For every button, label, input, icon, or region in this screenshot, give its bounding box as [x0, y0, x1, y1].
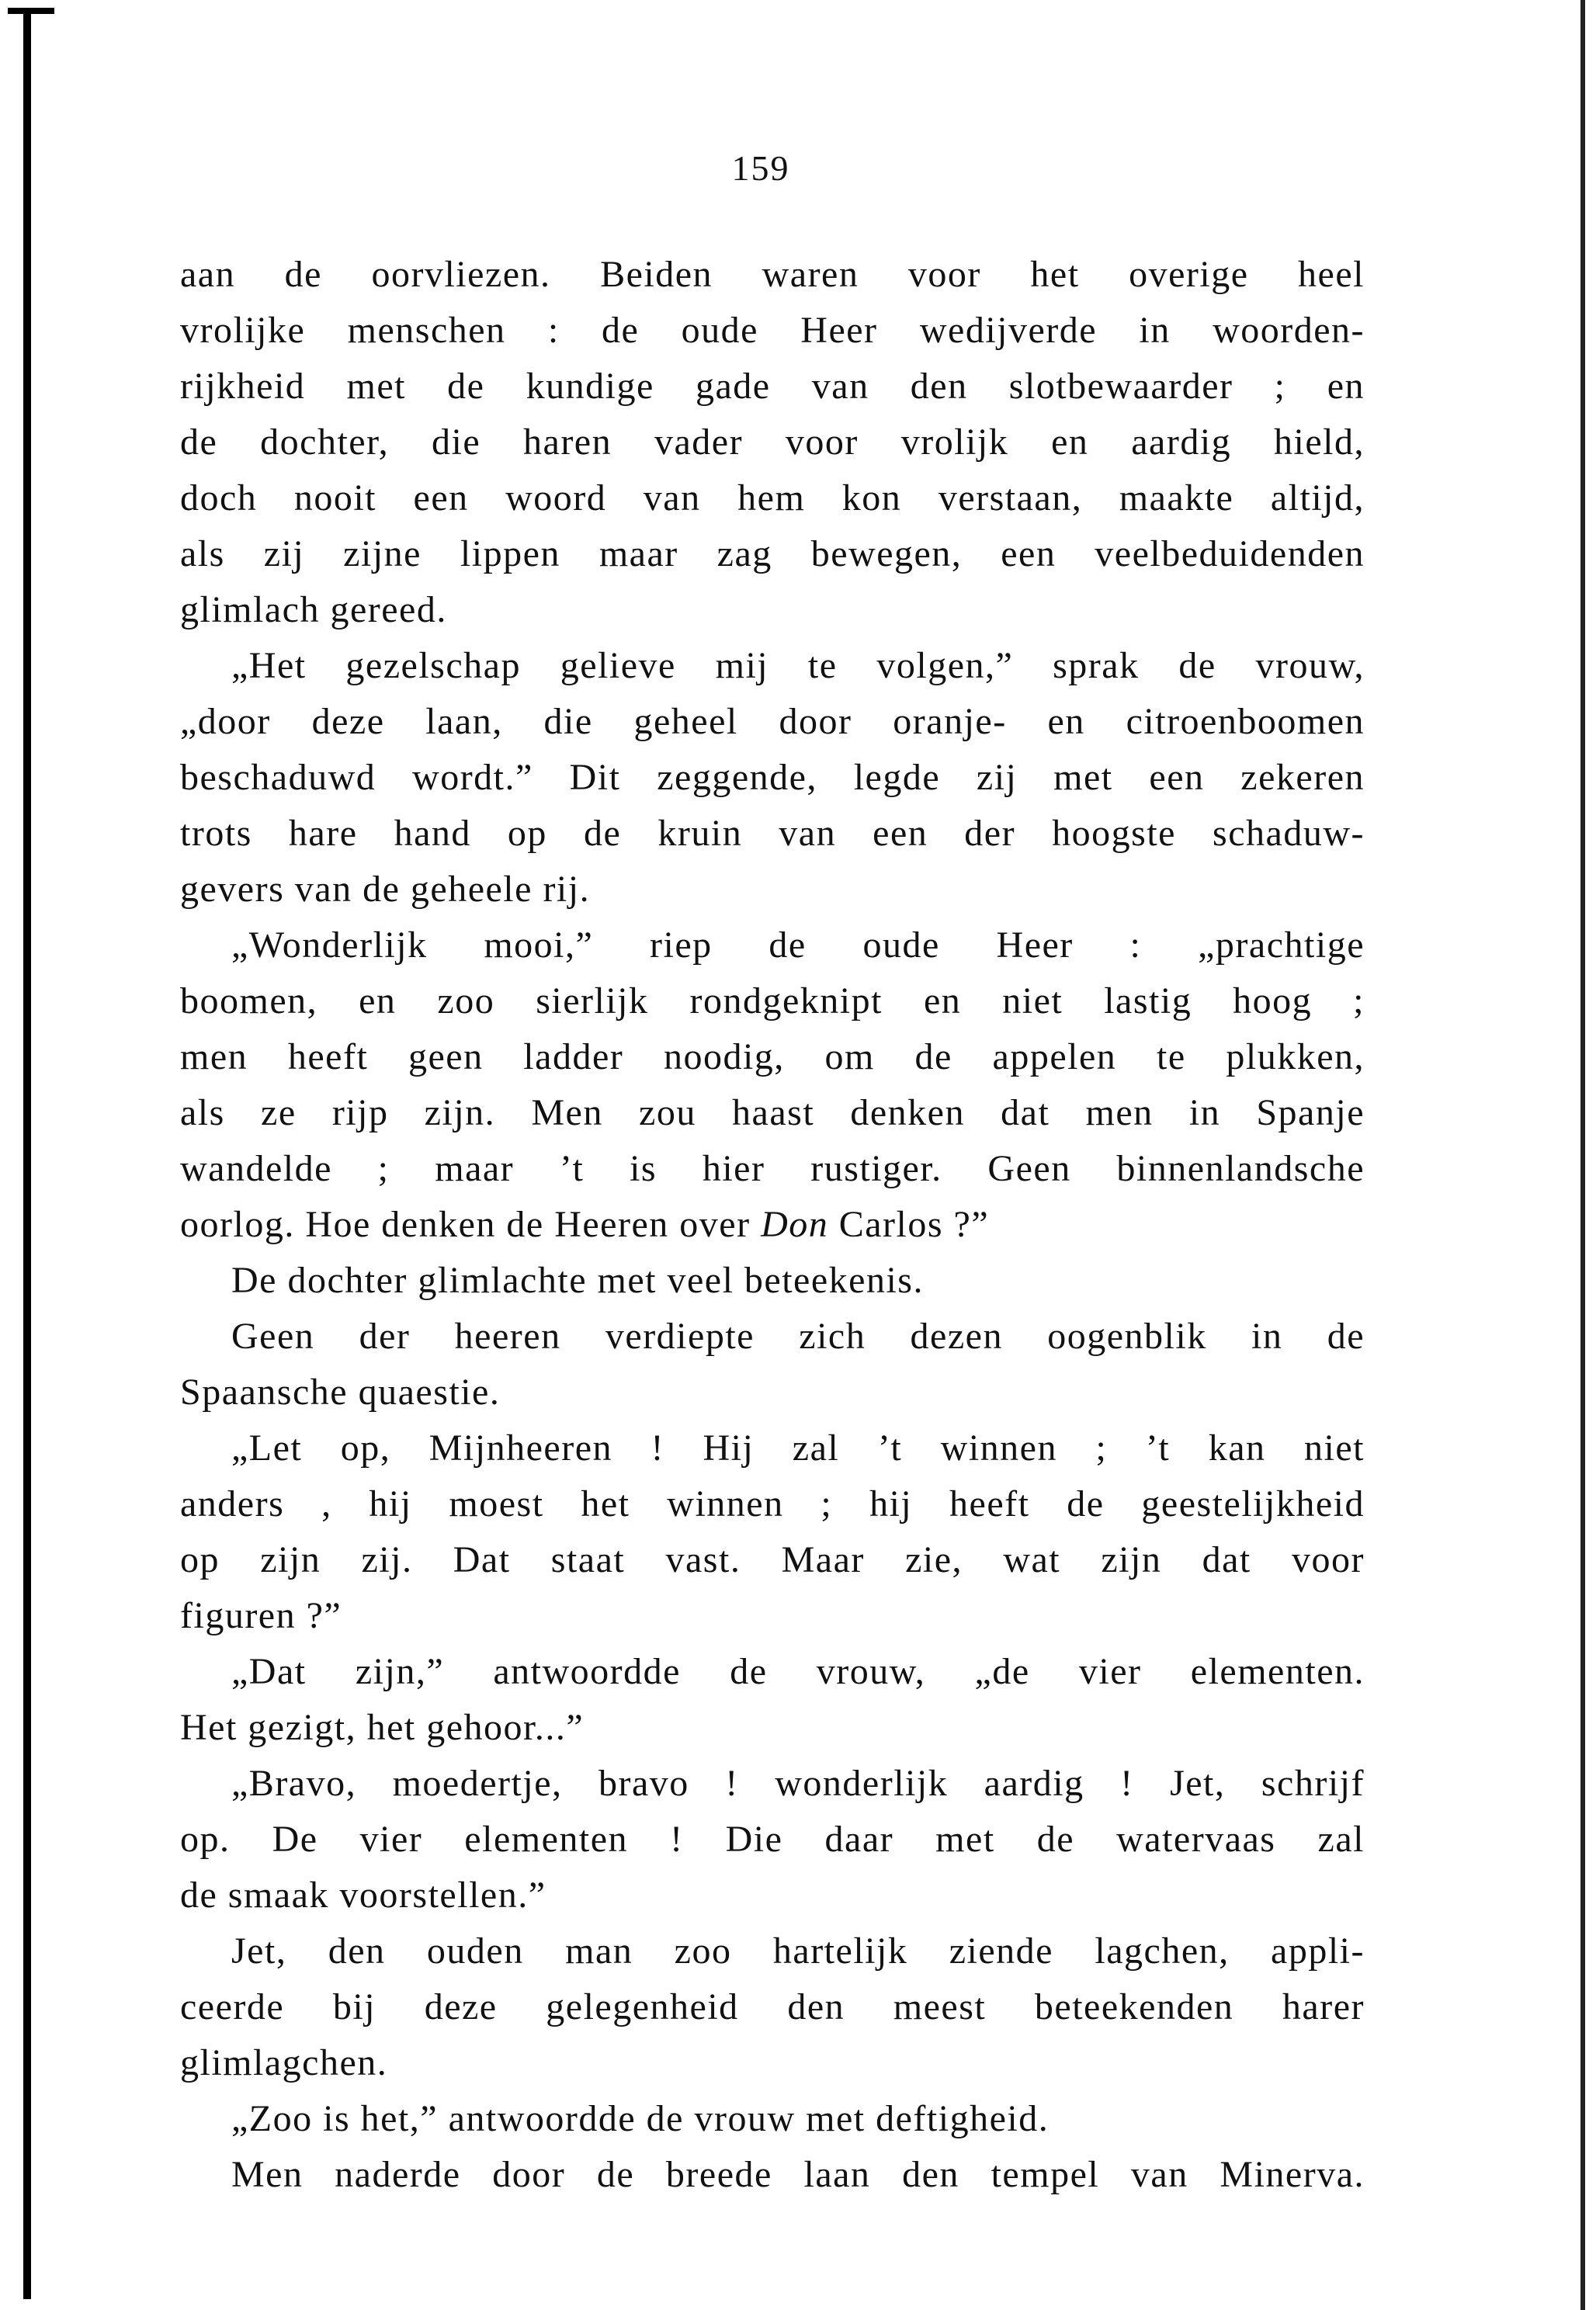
text-line: als ze rijp zijn. Men zou haast denken dat men in Spanje [180, 1092, 1365, 1133]
text-line: Het gezigt, het gehoor...” [180, 1707, 585, 1748]
text-line: rijkheid met de kundige gade van den slotbewaarder ; en [180, 366, 1365, 407]
text-line: De dochter glimlachte met veel beteekenis. [231, 1260, 924, 1301]
text-line: op. De vier elementen ! Die daar met de watervaas zal [180, 1819, 1365, 1860]
text-line: „Bravo, moedertje, bravo ! wonderlijk aardig ! Jet, schrijf [231, 1763, 1365, 1804]
text-line: „Zoo is het,” antwoordde de vrouw met deftigheid. [231, 2098, 1050, 2139]
page-number: 159 [731, 148, 790, 188]
paragraph [180, 247, 1365, 638]
text-line: men heeft geen ladder noodig, om de appelen te plukken, [180, 1036, 1365, 1077]
text-line: Jet, den ouden man zoo hartelijk ziende lagchen, appli- [231, 1930, 1365, 1972]
text-line: trots hare hand op de kruin van een der hoogste schaduw- [180, 813, 1365, 854]
paragraph [180, 1309, 1365, 1420]
text-line: „Let op, Mijnheeren ! Hij zal ’t winnen ; ’t kan niet [231, 1427, 1365, 1469]
italic-word: Don [761, 1204, 829, 1245]
text-line: „Dat zijn,” antwoordde de vrouw, „de vier elementen. [231, 1651, 1365, 1692]
paragraph [180, 2147, 1365, 2203]
paragraph [180, 638, 1365, 917]
text-line: figuren ?” [180, 1595, 342, 1636]
paragraph [180, 1644, 1365, 1756]
paragraph [180, 1420, 1365, 1644]
text-line: beschaduwd wordt.” Dit zeggende, legde zij met een zekeren [180, 757, 1365, 798]
text-line: de dochter, die haren vader voor vrolijk en aardig hield, [180, 421, 1365, 463]
paragraph [180, 1923, 1365, 2091]
text-line: glimlach gereed. [180, 589, 447, 630]
text-line: doch nooit een woord van hem kon verstaan, maakte altijd, [180, 477, 1365, 519]
paragraph [180, 2091, 1365, 2147]
text-line: boomen, en zoo sierlijk rondgeknipt en niet lastig hoog ; [180, 980, 1365, 1021]
text-line: vrolijke menschen : de oude Heer wedijverde in woorden- [180, 310, 1365, 351]
body-text [180, 247, 1365, 2203]
text-line: „Het gezelschap gelieve mij te volgen,” sprak de vrouw, [231, 645, 1365, 686]
text-line: Men naderde door de breede laan den tempel van Minerva. [231, 2154, 1365, 2195]
text-line: „door deze laan, die geheel door oranje- en citroenboomen [180, 701, 1365, 742]
paragraph [180, 1253, 1365, 1309]
text-line: Spaansche quaestie. [180, 1372, 501, 1413]
text-line: anders , hij moest het winnen ; hij heeft de geestelijkheid [180, 1483, 1365, 1524]
text-line: de smaak voorstellen.” [180, 1875, 546, 1916]
page-edge-right-rule [1580, 0, 1585, 2310]
text-line: ceerde bij deze gelegenheid den meest beteekenden harer [180, 1986, 1365, 2027]
text-line: „Wonderlijk mooi,” riep de oude Heer : „prachtige [231, 924, 1365, 966]
text-line: op zijn zij. Dat staat vast. Maar zie, wat zijn dat voor [180, 1539, 1365, 1580]
page-edge-top-mark [8, 8, 54, 14]
paragraph [180, 917, 1365, 1253]
paragraph [180, 1756, 1365, 1923]
text-line: oorlog. Hoe denken de Heeren over Don Carlos ?” [180, 1204, 990, 1245]
text-line: Geen der heeren verdiepte zich dezen oogenblik in de [231, 1316, 1365, 1357]
text-line: aan de oorvliezen. Beiden waren voor het overige heel [180, 254, 1365, 295]
page-edge-left-rule [23, 9, 31, 2299]
text-line: wandelde ; maar ’t is hier rustiger. Geen binnenlandsche [180, 1148, 1365, 1189]
text-line: als zij zijne lippen maar zag bewegen, een veelbeduidenden [180, 533, 1365, 574]
text-line: gevers van de geheele rij. [180, 869, 591, 910]
text-line: glimlagchen. [180, 2042, 388, 2083]
